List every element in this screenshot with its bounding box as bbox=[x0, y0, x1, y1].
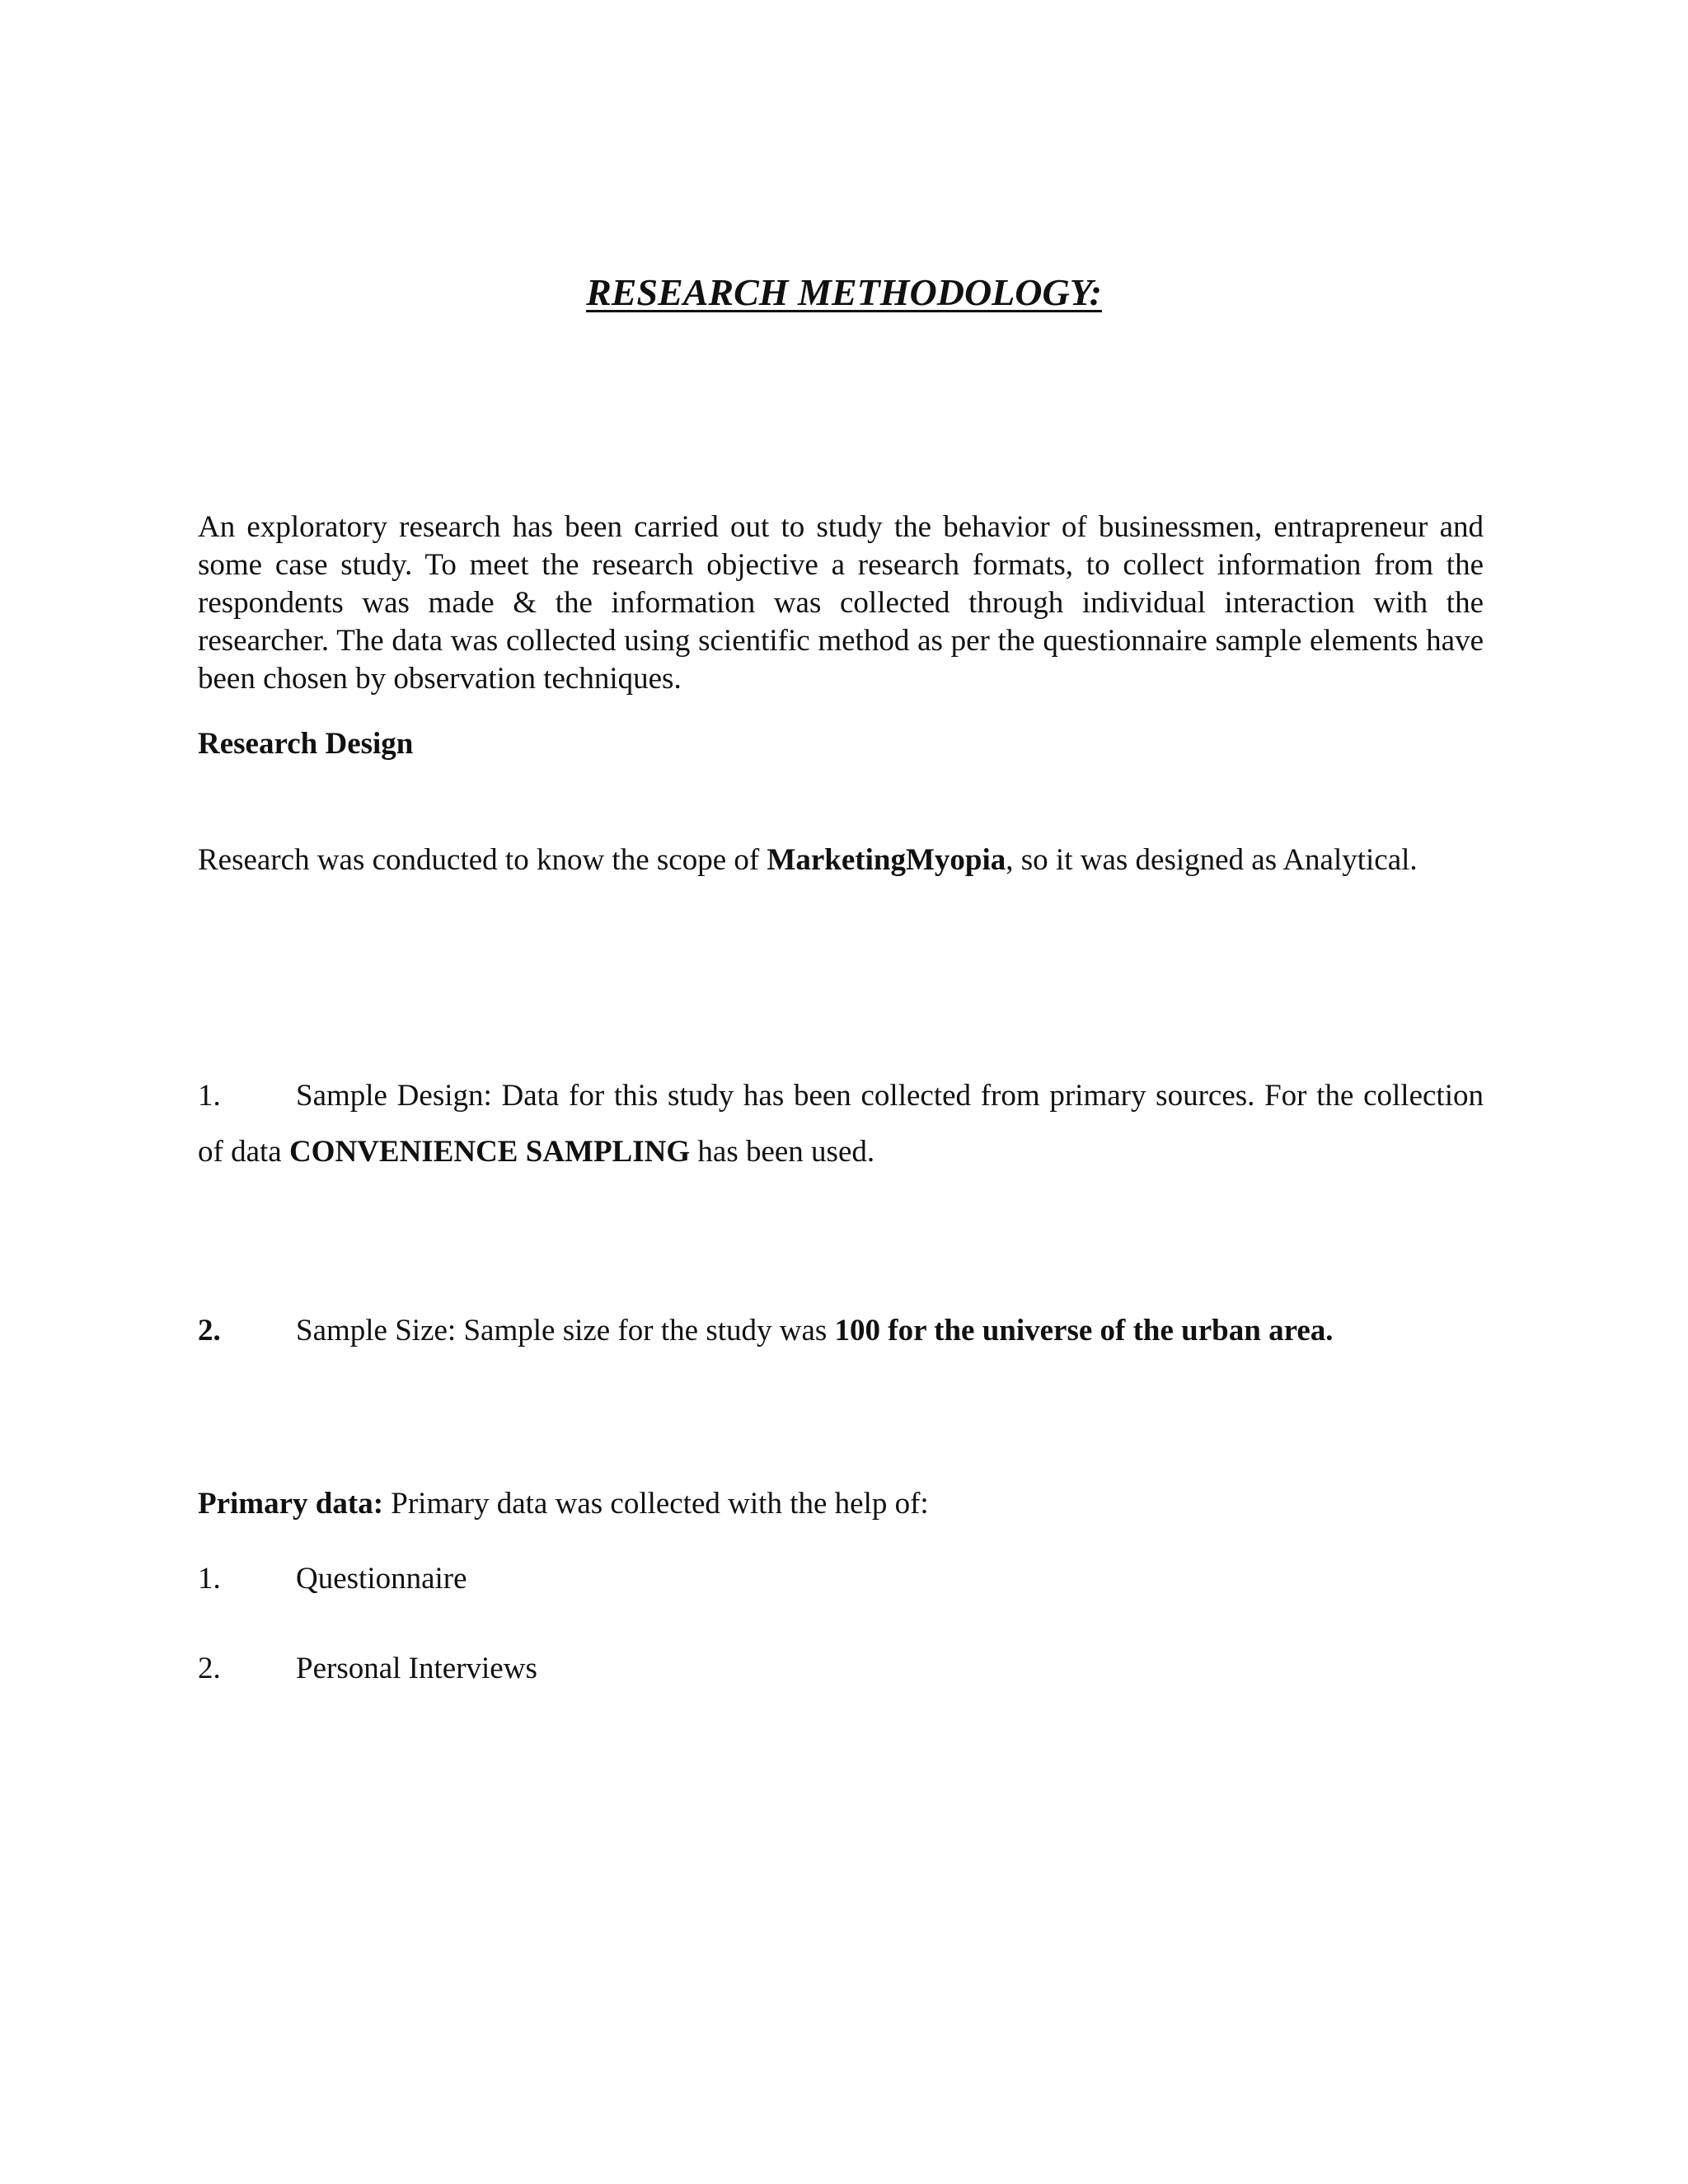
list-item bbox=[198, 1560, 467, 1598]
primary-data-label: Primary data: bbox=[198, 1487, 384, 1521]
sample-size-term: 100 for the universe of the urban area. bbox=[834, 1314, 1334, 1347]
research-design-text-end: , so it was designed as Analytical. bbox=[1006, 843, 1418, 877]
sample-design-term: CONVENIENCE SAMPLING bbox=[288, 1135, 691, 1169]
list-item-number: 2. bbox=[198, 1652, 221, 1685]
list-item-label: Questionnaire bbox=[296, 1562, 467, 1596]
list-item bbox=[198, 1650, 537, 1688]
sample-size-number: 2. bbox=[198, 1314, 221, 1347]
research-design-heading: Research Design bbox=[198, 727, 414, 761]
research-design-term: MarketingMyopia bbox=[767, 843, 1006, 877]
sample-design-paragraph bbox=[198, 1068, 1484, 1180]
sample-design-number: 1. bbox=[198, 1079, 221, 1113]
research-design-text: Research was conducted to know the scope of bbox=[198, 843, 767, 877]
primary-data-line bbox=[198, 1485, 929, 1523]
sample-size-line bbox=[198, 1312, 1334, 1350]
sample-design-text-end: has been used. bbox=[690, 1135, 875, 1169]
research-design-paragraph bbox=[198, 832, 1484, 888]
list-item-number: 1. bbox=[198, 1562, 221, 1596]
sample-size-text: Sample Size: Sample size for the study was bbox=[296, 1314, 835, 1347]
page-title: RESEARCH METHODOLOGY: bbox=[586, 271, 1102, 313]
list-item-label: Personal Interviews bbox=[296, 1652, 537, 1685]
sample-design-text: Sample Design: Data for this study has been collected from primary sources. For the collection of data bbox=[198, 1079, 1484, 1169]
primary-data-text: Primary data was collected with the help of: bbox=[383, 1487, 929, 1521]
intro-paragraph: An exploratory research has been carried out to study the behavior of businessmen, entrapreneur and some case study. To meet the research objective a research formats, to collect information from the respondents was made & the information was collected through individual interaction with the researcher. The data was collected using scientific method as per the questionnaire sample elements have been chosen by observation techniques. bbox=[198, 510, 1484, 696]
